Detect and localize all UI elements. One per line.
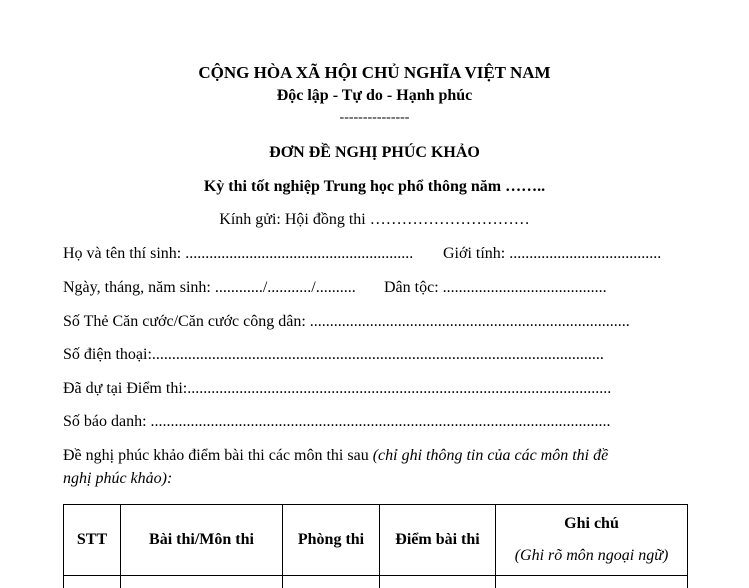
birth-date-field: Ngày, tháng, năm sinh: ............/.........../.......... <box>63 279 356 297</box>
request-note: (chỉ ghi thông tin của các môn thi đề <box>373 447 609 464</box>
cell-stt <box>64 576 121 588</box>
header-note <box>496 505 688 576</box>
id-card-field: Số Thẻ Căn cước/Căn cước công dân: ................................................................................ <box>63 313 630 331</box>
request-paragraph <box>63 447 608 465</box>
header-divider: --------------- <box>0 110 749 126</box>
recipient-line: Kính gửi: Hội đồng thi ………………………… <box>0 211 749 229</box>
phone-field: Số điện thoại:................................................................................................................. <box>63 346 604 364</box>
header-room: Phòng thi <box>283 505 380 576</box>
motto: Độc lập - Tự do - Hạnh phúc <box>0 87 749 105</box>
header-stt: STT <box>64 505 121 576</box>
request-note-continued: nghị phúc khảo): <box>63 470 172 488</box>
form-subtitle: Kỳ thi tốt nghiệp Trung học phổ thông năm …….. <box>0 178 749 196</box>
full-name-field: Họ và tên thí sinh: ......................................................... <box>63 245 413 263</box>
cell-score <box>380 576 496 588</box>
header-note-subtitle: (Ghi rõ môn ngoại ngữ) <box>496 547 687 565</box>
gender-field: Giới tính: ...................................... <box>443 245 661 263</box>
exam-site-field: Đã dự tại Điểm thi:.......................................................................................................... <box>63 380 611 398</box>
ethnicity-field: Dân tộc: ......................................... <box>384 279 607 297</box>
form-title: ĐƠN ĐỀ NGHỊ PHÚC KHẢO <box>0 144 749 162</box>
nation-heading: CỘNG HÒA XÃ HỘI CHỦ NGHĨA VIỆT NAM <box>0 63 749 83</box>
table-row <box>64 576 688 588</box>
cell-subject <box>121 576 283 588</box>
candidate-number-field: Số báo danh: ................................................................................................................... <box>63 413 611 431</box>
cell-room <box>283 576 380 588</box>
header-subject: Bài thi/Môn thi <box>121 505 283 576</box>
request-text: Đề nghị phúc khảo điểm bài thi các môn thi sau <box>63 447 369 464</box>
table-header-row <box>64 505 688 576</box>
subjects-table <box>63 504 688 588</box>
cell-note <box>496 576 688 588</box>
header-score: Điểm bài thi <box>380 505 496 576</box>
header-note-title: Ghi chú <box>496 515 687 533</box>
